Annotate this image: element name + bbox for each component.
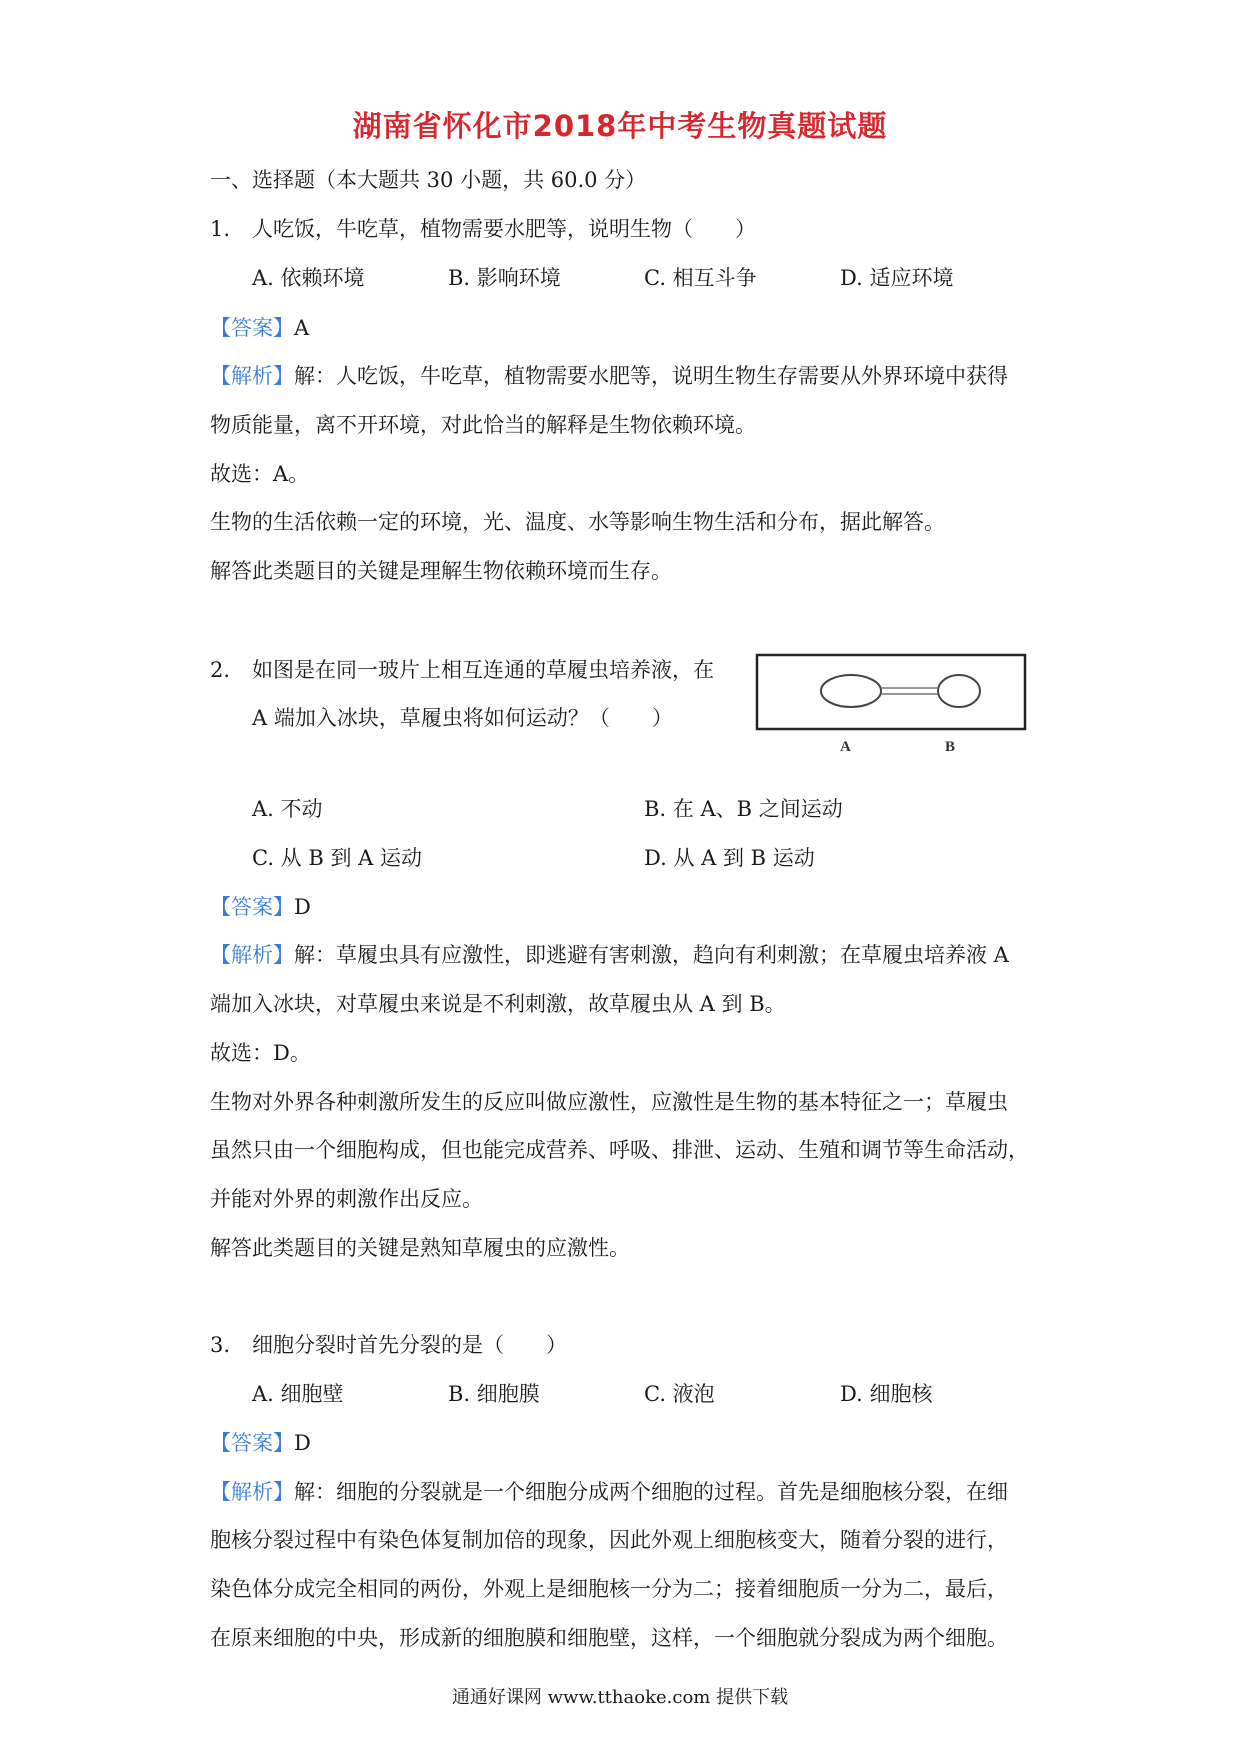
analysis-text: 解：细胞的分裂就是一个细胞分成两个细胞的过程。首先是细胞核分裂，在细 xyxy=(294,1480,1008,1504)
question-stem-line-2: A 端加入冰块，草履虫将如何运动？（ ） xyxy=(252,706,673,730)
paramecium-slide-figure xyxy=(755,653,1027,753)
question-stem-line-1: 如图是在同一玻片上相互连通的草履虫培养液，在 xyxy=(252,658,714,682)
q3-analysis-line-1 xyxy=(210,1478,1008,1506)
question-3 xyxy=(210,1331,567,1359)
q3-option-b: B. 细胞膜 xyxy=(448,1382,540,1406)
q2-option-a: A. 不动 xyxy=(252,797,323,821)
analysis-tag: 【解析】 xyxy=(210,1480,294,1504)
section-heading: 一、选择题（本大题共 30 小题，共 60.0 分） xyxy=(210,168,647,192)
q1-analysis-line-2: 物质能量，离不开环境，对此恰当的解释是生物依赖环境。 xyxy=(210,413,756,437)
answer-tag: 【答案】 xyxy=(210,1431,294,1455)
q3-answer xyxy=(210,1429,311,1457)
q2-option-b: B. 在 A、B 之间运动 xyxy=(644,797,843,821)
q2-answer xyxy=(210,893,311,921)
q2-note-4: 解答此类题目的关键是熟知草履虫的应激性。 xyxy=(210,1236,630,1260)
q3-option-a: A. 细胞壁 xyxy=(252,1382,344,1406)
figure-label-b: B xyxy=(945,739,956,753)
q2-option-c: C. 从 B 到 A 运动 xyxy=(252,846,422,870)
answer-value: D xyxy=(294,1431,311,1455)
page-title: 湖南省怀化市2018年中考生物真题试题 xyxy=(352,109,888,143)
question-number: 1. xyxy=(210,217,231,241)
q1-option-a: A. 依赖环境 xyxy=(252,266,365,290)
analysis-text: 解：人吃饭，牛吃草，植物需要水肥等，说明生物生存需要从外界环境中获得 xyxy=(294,364,1008,388)
answer-tag: 【答案】 xyxy=(210,895,294,919)
q2-analysis-line-1 xyxy=(210,941,1009,969)
question-number: 2. xyxy=(210,658,231,682)
analysis-tag: 【解析】 xyxy=(210,364,294,388)
q1-analysis-line-1 xyxy=(210,362,1008,390)
question-2 xyxy=(210,656,714,684)
answer-tag: 【答案】 xyxy=(210,316,294,340)
q2-option-d: D. 从 A 到 B 运动 xyxy=(644,846,815,870)
q2-note-1: 生物对外界各种刺激所发生的反应叫做应激性，应激性是生物的基本特征之一；草履虫 xyxy=(210,1090,1008,1114)
analysis-tag: 【解析】 xyxy=(210,943,294,967)
q2-note-3: 并能对外界的刺激作出反应。 xyxy=(210,1187,483,1211)
question-stem: 人吃饭，牛吃草，植物需要水肥等，说明生物（ ） xyxy=(252,217,756,241)
q3-analysis-line-4: 在原来细胞的中央，形成新的细胞膜和细胞壁，这样，一个细胞就分裂成为两个细胞。 xyxy=(210,1626,1008,1650)
culture-drop-a xyxy=(821,675,881,707)
q3-option-c: C. 液泡 xyxy=(644,1382,715,1406)
figure-label-a: A xyxy=(840,739,851,753)
question-1 xyxy=(210,215,756,243)
q2-choose: 故选：D。 xyxy=(210,1041,311,1065)
q3-analysis-line-2: 胞核分裂过程中有染色体复制加倍的现象，因此外观上细胞核变大，随着分裂的进行， xyxy=(210,1528,1008,1552)
culture-drop-b xyxy=(938,675,980,707)
q2-analysis-line-2: 端加入冰块，对草履虫来说是不利刺激，故草履虫从 A 到 B。 xyxy=(210,992,786,1016)
q1-answer xyxy=(210,314,309,342)
q1-option-d: D. 适应环境 xyxy=(840,266,954,290)
q3-analysis-line-3: 染色体分成完全相同的两份，外观上是细胞核一分为二；接着细胞质一分为二，最后， xyxy=(210,1577,1008,1601)
question-number: 3. xyxy=(210,1333,231,1357)
page-footer: 通通好课网 www.tthaoke.com 提供下载 xyxy=(451,1687,789,1708)
q1-note-1: 生物的生活依赖一定的环境，光、温度、水等影响生物生活和分布，据此解答。 xyxy=(210,510,945,534)
answer-value: D xyxy=(294,895,311,919)
q1-note-2: 解答此类题目的关键是理解生物依赖环境而生存。 xyxy=(210,559,672,583)
q1-choose: 故选：A。 xyxy=(210,462,310,486)
question-stem: 细胞分裂时首先分裂的是（ ） xyxy=(252,1333,567,1357)
q2-note-2: 虽然只由一个细胞构成，但也能完成营养、呼吸、排泄、运动、生殖和调节等生命活动， xyxy=(210,1138,1029,1162)
q1-option-b: B. 影响环境 xyxy=(448,266,561,290)
glass-slide-outline xyxy=(757,655,1025,729)
analysis-text: 解：草履虫具有应激性，即逃避有害刺激，趋向有利刺激；在草履虫培养液 A xyxy=(294,943,1009,967)
q1-option-c: C. 相互斗争 xyxy=(644,266,757,290)
q3-option-d: D. 细胞核 xyxy=(840,1382,933,1406)
answer-value: A xyxy=(294,316,310,340)
